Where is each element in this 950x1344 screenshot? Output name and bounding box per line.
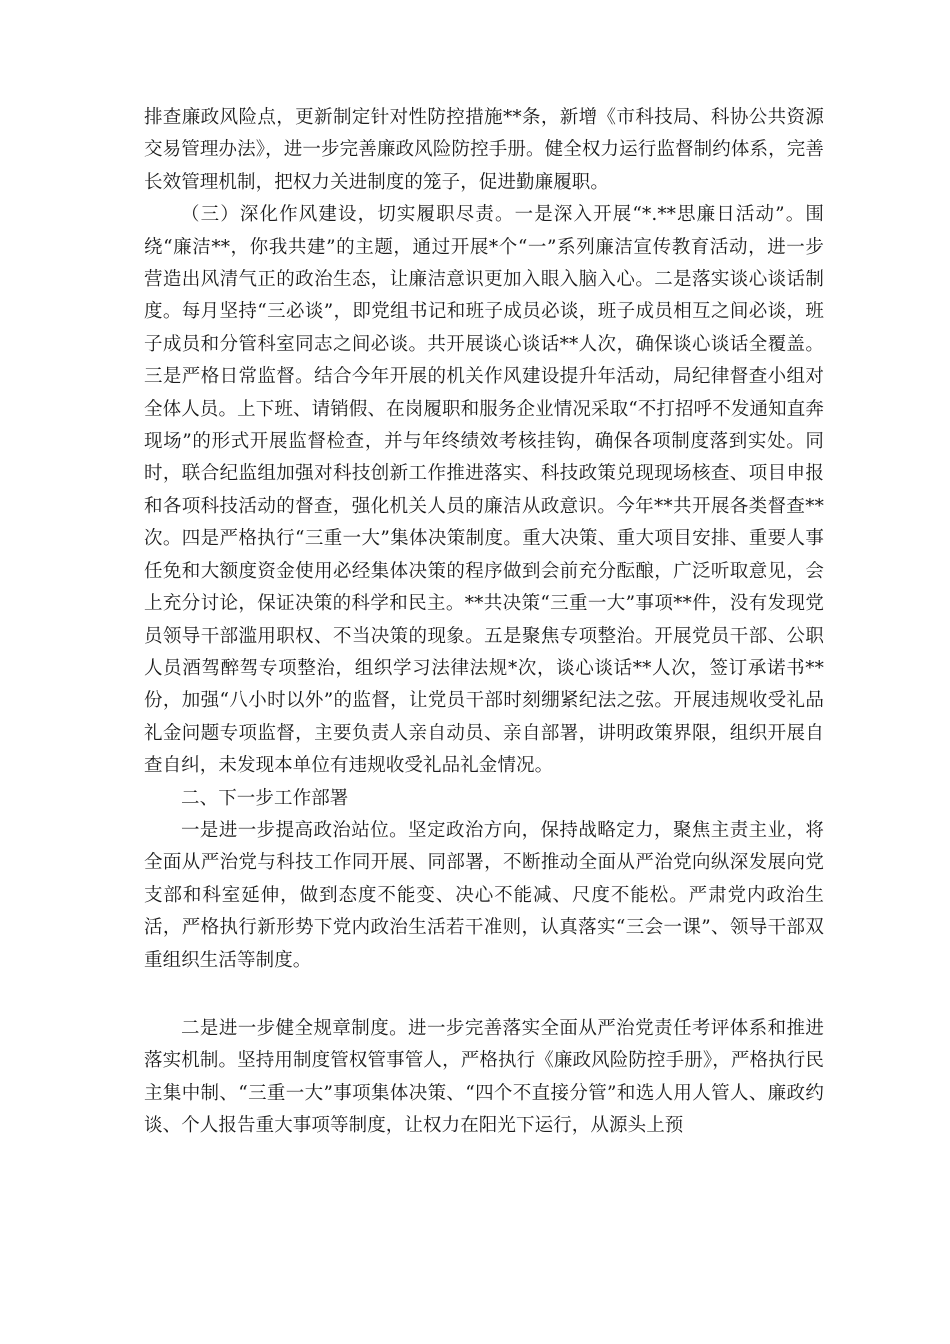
paragraph-rules-system: 二是进一步健全规章制度。进一步完善落实全面从严治党责任考评体系和推进落实机制。坚持用制度管权管事管人，严格执行《廉政风险防控手册》，严格执行民主集中制、“三重一大”事项集体决策、“四个不直接分管”和选人用人管人、廉政约谈、个人报告重大事项等制度，让权力在阳光下运行，从源头上预 bbox=[144, 1017, 824, 1137]
paragraph-gap bbox=[144, 977, 824, 1013]
section-heading-next-steps: 二、下一步工作部署 bbox=[181, 787, 349, 809]
paragraph-work-style: （三）深化作风建设，切实履职尽责。一是深入开展“*.**思廉日活动”。围绕“廉洁**，你我共建”的主题，通过开展*个“一”系列廉洁宣传教育活动，进一步营造出风清气正的政治生态，让廉洁意识更加入眼入脑入心。二是落实谈心谈话制度。每月坚持“三必谈”，即党组书记和班子成员必谈，班子成员相互之间必谈，班子成员和分管科室同志之间必谈。共开展谈心谈话**人次，确保谈心谈话全覆盖。三是严格日常监督。结合今年开展的机关作风建设提升年活动，局纪律督查小组对全体人员。上下班、请销假、在岗履职和服务企业情况采取“不打招呼不发通知直奔现场”的形式开展监督检查，并与年终绩效考核挂钩，确保各项制度落到实处。同时，联合纪监组加强对科技创新工作推进落实、科技政策兑现现场核查、项目申报和各项科技活动的督查，强化机关人员的廉洁从政意识。今年**共开展各类督查**次。四是严格执行“三重一大”集体决策制度。重大决策、重大项目安排、重要人事任免和大额度资金使用必经集体决策的程序做到会前充分酝酿，广泛听取意见，会上充分讨论，保证决策的科学和民主。**共决策“三重一大”事项**件，没有发现党员领导干部滥用职权、不当决策的现象。五是聚焦专项整治。开展党员干部、公职人员酒驾醉驾专项整治，组织学习法律法规*次，谈心谈话**人次，签订承诺书**份，加强“八小时以外”的监督，让党员干部时刻绷紧纪法之弦。开展违规收受礼品礼金问题专项监督，主要负责人亲自动员、亲自部署，讲明政策界限，组织开展自查自纠，未发现本单位有违规收受礼品礼金情况。 bbox=[144, 204, 824, 777]
paragraph-political-stance: 一是进一步提高政治站位。坚定政治方向，保持战略定力，聚焦主责主业，将全面从严治党与科技工作同开展、同部署，不断推动全面从严治党向纵深发展向党支部和科室延伸，做到态度不能变、决心不能减、尺度不能松。严肃党内政治生活，严格执行新形势下党内政治生活若干准则，认真落实“三会一课”、领导干部双重组织生活等制度。 bbox=[144, 819, 824, 971]
paragraph-risk-control: 排查廉政风险点，更新制定针对性防控措施**条，新增《市科技局、科协公共资源交易管理办法》，进一步完善廉政风险防控手册。健全权力运行监督制约体系，完善长效管理机制，把权力关进制度的笼子，促进勤廉履职。 bbox=[144, 107, 824, 193]
document-page bbox=[144, 102, 824, 1143]
